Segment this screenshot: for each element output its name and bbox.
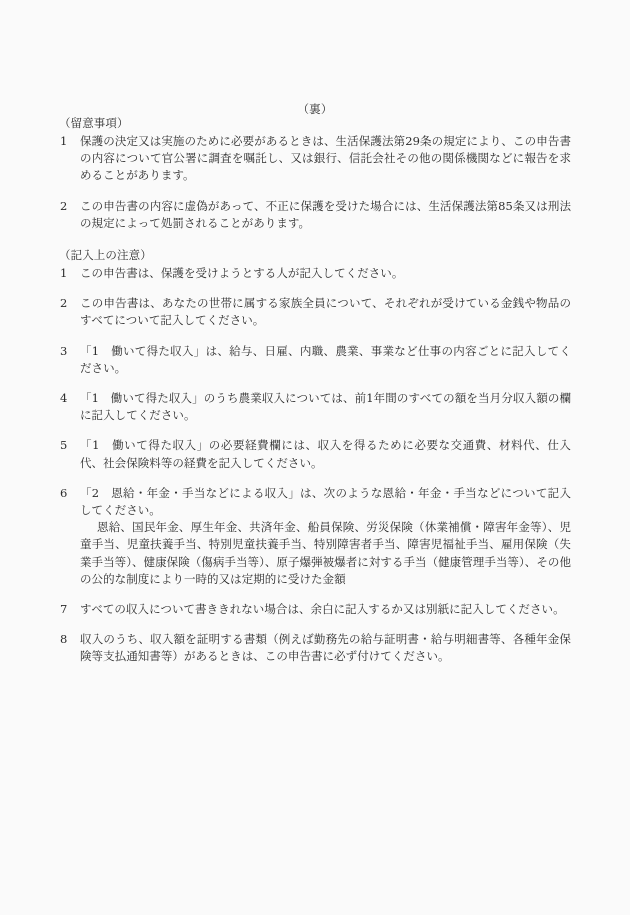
instruction-item-text: 収入のうち、収入額を証明する書類（例えば勤務先の給与証明書・給与明細書等、各種年金保険等支払通知書等）があるときは、この申告書に必ず付けてください。 — [80, 632, 571, 664]
page-side-mark: （裏） — [297, 102, 333, 116]
instruction-item-number: 8 — [60, 632, 68, 647]
note-item-number: 2 — [60, 198, 68, 213]
instruction-item-text: この申告書は、あなたの世帯に属する家族全員について、それぞれが受けている金銭や物品のすべてについて記入してください。 — [80, 296, 571, 328]
instruction-item-text: 「1 働いて得た収入」は、給与、日雇、内職、農業、事業など仕事の内容ごとに記入してください。 — [80, 343, 571, 375]
instruction-item-number: 4 — [60, 391, 68, 406]
instruction-item-text: 「1 働いて得た収入」の必要経費欄には、収入を得るために必要な交通費、材料代、仕入代、社会保険料等の経費を記入してください。 — [80, 438, 571, 470]
note-item — [59, 198, 571, 232]
section-notes — [59, 115, 571, 232]
section-notes-item-list — [59, 133, 571, 232]
instruction-item-number: 1 — [60, 266, 68, 281]
instruction-item — [59, 295, 571, 329]
instruction-item — [59, 437, 571, 471]
instruction-item-sub-text: 恩給、国民年金、厚生年金、共済年金、船員保険、労災保険（休業補償・障害年金等）、児童手当、児童扶養手当、特別児童扶養手当、特別障害者手当、障害児福祉手当、雇用保険（失業手当等）、健康保険（傷病手当等）、原子爆弾被爆者に対する手当（健康管理手当等）、その他の公的な制度により一時的又は定期的に受けた金額 — [80, 520, 571, 586]
instruction-item-number: 5 — [60, 438, 68, 453]
instruction-item-text: この申告書は、保護を受けようとする人が記入してください。 — [80, 266, 404, 281]
instruction-item — [59, 631, 571, 665]
note-item-text: 保護の決定又は実施のために必要があるときは、生活保護法第29条の規定により、この申告書の内容について官公署に調査を嘱託し、又は銀行、信託会社その他の関係機関などに報告を求めることがあります。 — [80, 134, 571, 183]
instruction-item-text: 「1 働いて得た収入」のうち農業収入については、前1年間のすべての額を当月分収入額の欄に記入してください。 — [80, 391, 571, 423]
instruction-item-number: 7 — [60, 602, 68, 617]
instruction-item-number: 2 — [60, 296, 68, 311]
instruction-item — [59, 265, 571, 282]
instruction-item — [59, 601, 571, 618]
instruction-item — [59, 390, 571, 424]
note-item-number: 1 — [60, 134, 68, 148]
section-instructions — [59, 247, 571, 666]
instruction-item — [59, 343, 571, 377]
section-instructions-heading: （記入上の注意） — [59, 248, 152, 263]
instruction-item-text: すべての収入について書ききれない場合は、余白に記入するか又は別紙に記入してください。 — [80, 602, 565, 617]
instruction-item-number: 6 — [60, 485, 68, 500]
section-instructions-item-list — [59, 265, 571, 666]
section-notes-heading: （留意事項） — [59, 116, 129, 130]
note-item — [59, 133, 571, 185]
instruction-item-text: 「2 恩給・年金・手当などによる収入」は、次のような恩給・年金・手当などについて記入してください。 — [80, 485, 571, 518]
note-item-text: この申告書の内容に虚偽があって、不正に保護を受けた場合には、生活保護法第85条又は刑法の規定によって処罰されることがあります。 — [80, 198, 571, 230]
instruction-item — [59, 485, 571, 588]
document-body — [59, 115, 571, 666]
instruction-item-number: 3 — [60, 343, 68, 358]
